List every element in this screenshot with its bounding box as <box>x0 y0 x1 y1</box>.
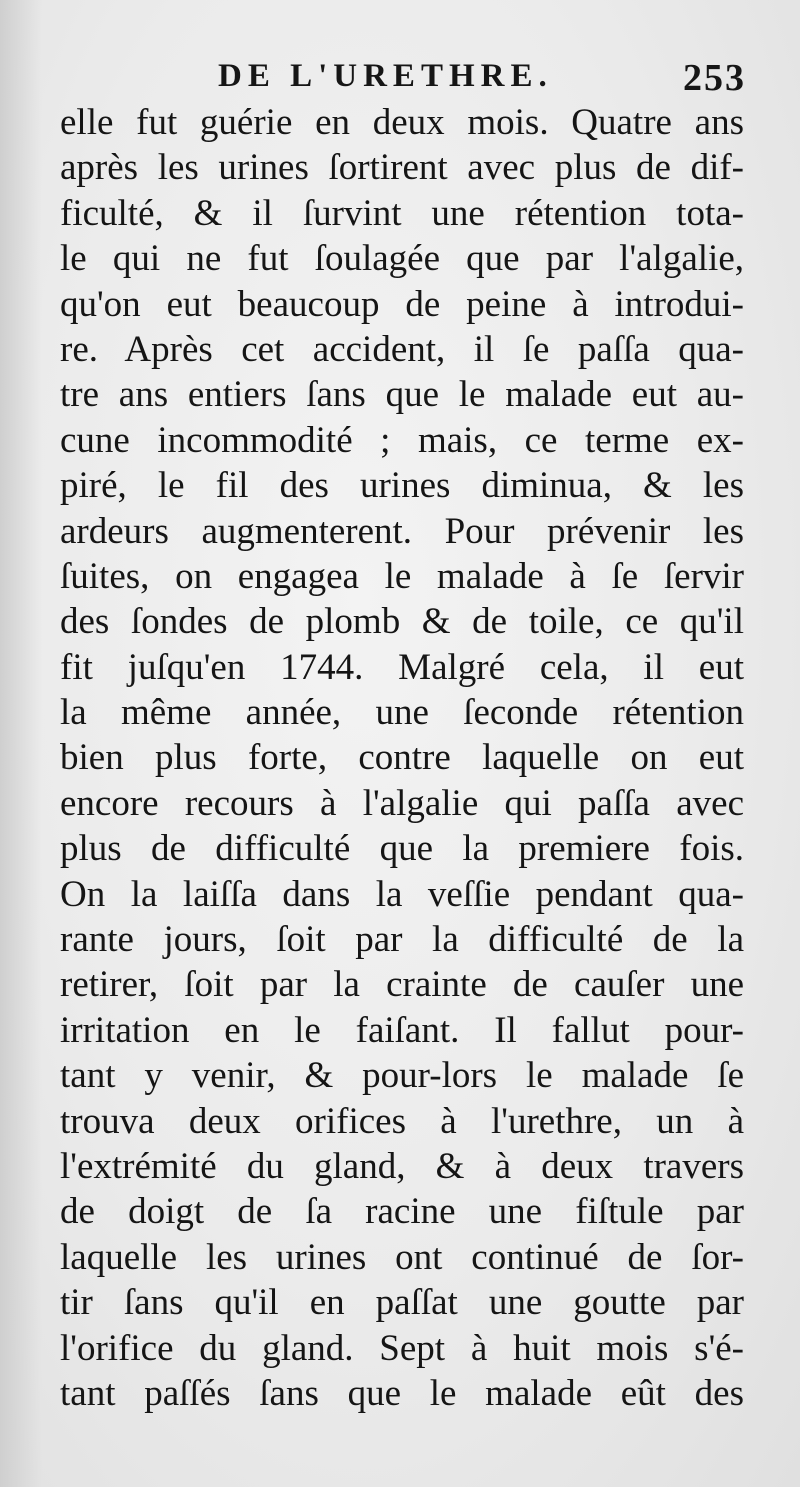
text-line: re. Après cet accident, il ſe paſſa qua- <box>60 328 744 370</box>
text-line: encore recours à l'algalie qui paſſa avec <box>60 782 744 824</box>
text-line: retirer, ſoit par la crainte de cauſer une <box>60 964 744 1006</box>
text-line: la même année, une ſeconde rétention <box>60 692 744 734</box>
page-number: 253 <box>683 57 746 99</box>
gutter-shadow <box>0 0 42 1487</box>
text-line: ſuites, on engagea le malade à ſe ſervir <box>60 555 744 597</box>
text-line: l'extrémité du gland, & à deux travers <box>60 1145 744 1187</box>
text-line: tant y venir, & pour-lors le malade ſe <box>60 1055 744 1097</box>
text-line: tant paſſés ſans que le malade eût des <box>60 1372 744 1414</box>
text-line: tre ans entiers ſans que le malade eut au- <box>60 374 744 416</box>
text-line: rante jours, ſoit par la difficulté de la <box>60 919 744 961</box>
text-line: plus de difficulté que la premiere fois. <box>60 828 744 870</box>
running-head <box>0 52 800 98</box>
text-line: laquelle les urines ont continué de ſor- <box>60 1236 744 1278</box>
text-line: cune incommodité ; mais, ce terme ex- <box>60 419 744 461</box>
text-line: ficulté, & il ſurvint une rétention tota- <box>60 192 744 234</box>
text-line: ardeurs augmenterent. Pour prévenir les <box>60 510 744 552</box>
text-line: bien plus forte, contre laquelle on eut <box>60 737 744 779</box>
text-line: de doigt de ſa racine une fiſtule par <box>60 1191 744 1233</box>
text-line: trouva deux orifices à l'urethre, un à <box>60 1100 744 1142</box>
text-line: après les urines ſortirent avec plus de dif- <box>60 147 744 189</box>
text-line: irritation en le faiſant. Il fallut pour- <box>60 1009 744 1051</box>
text-line: qu'on eut beaucoup de peine à introdui- <box>60 283 744 325</box>
text-line: On la laiſſa dans la veſſie pendant qua- <box>60 873 744 915</box>
text-line: l'orifice du gland. Sept à huit mois s'é- <box>60 1327 744 1369</box>
text-line: le qui ne fut ſoulagée que par l'algalie, <box>60 238 744 280</box>
text-line: piré, le fil des urines diminua, & les <box>60 465 744 507</box>
text-line: fit juſqu'en 1744. Malgré cela, il eut <box>60 646 744 688</box>
text-line: des ſondes de plomb & de toile, ce qu'il <box>60 601 744 643</box>
text-line: tir ſans qu'il en paſſat une goutte par <box>60 1282 744 1324</box>
running-title: DE L'URETHRE. <box>218 58 553 94</box>
body-text <box>60 100 744 1416</box>
text-line: elle fut guérie en deux mois. Quatre ans <box>60 102 744 143</box>
